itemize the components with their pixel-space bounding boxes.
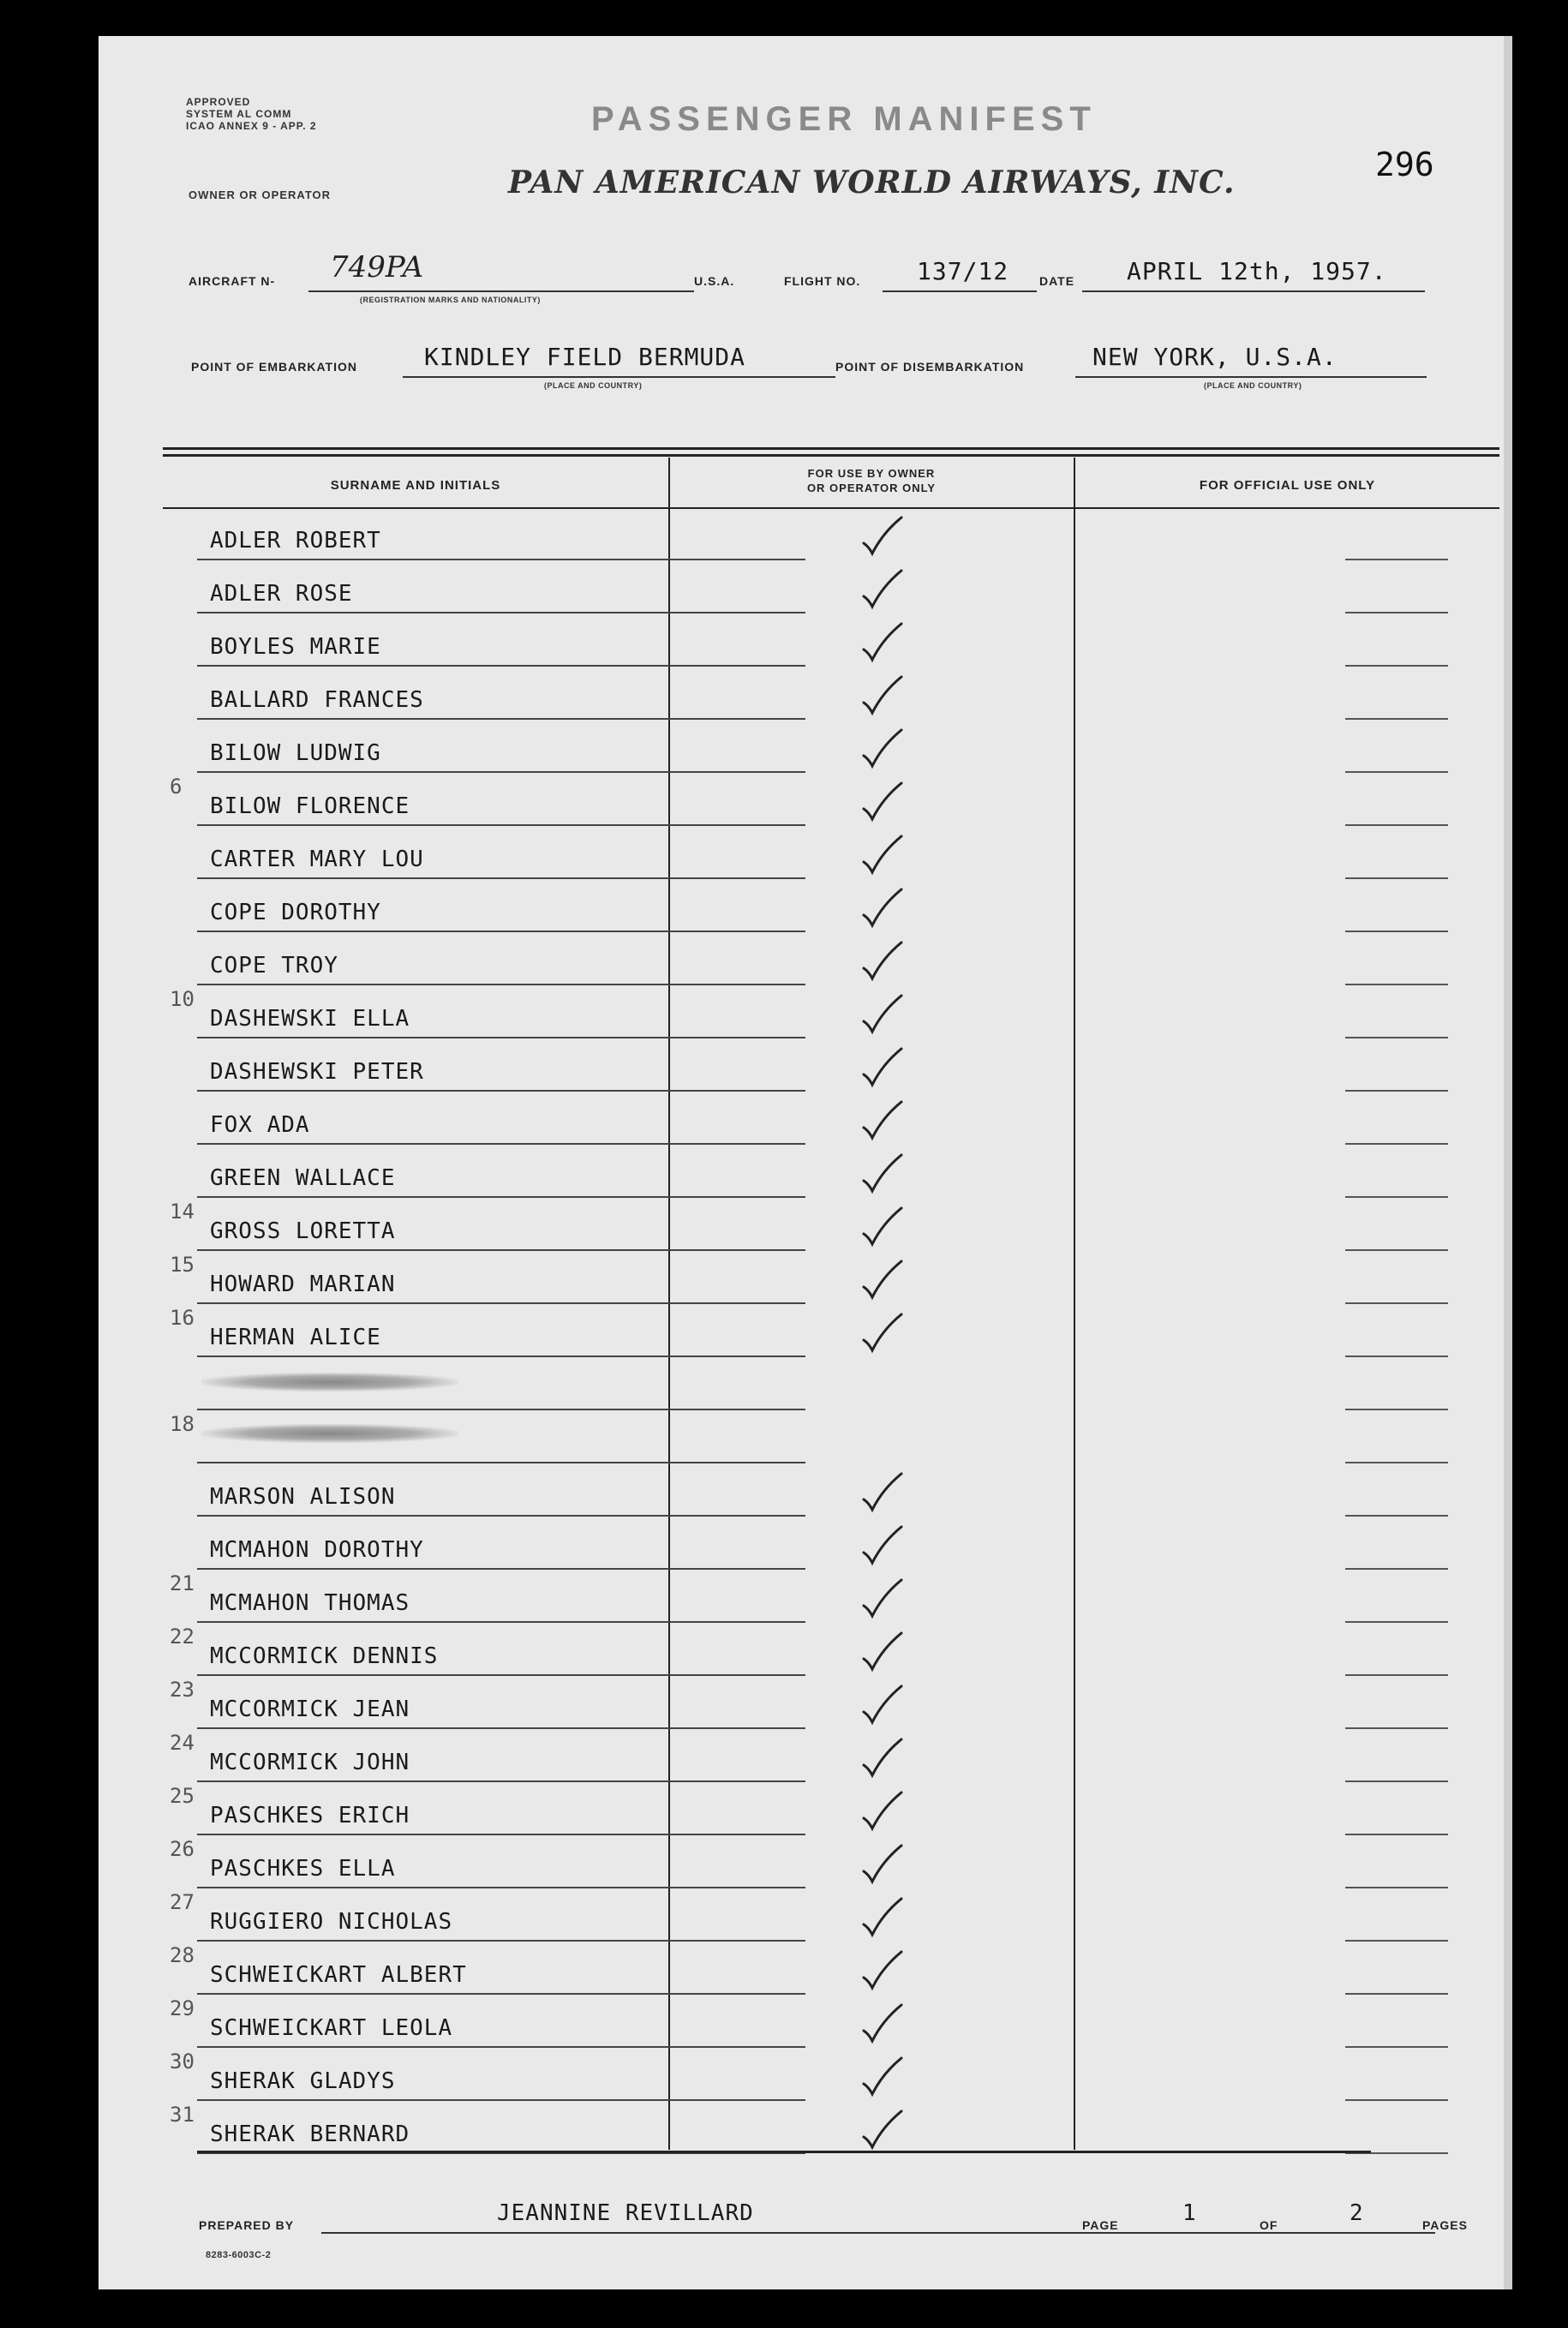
table-row <box>163 1837 1508 1890</box>
owner-header-line: FOR USE BY OWNER <box>807 467 936 480</box>
checkmark-icon <box>857 1465 908 1517</box>
owner-header <box>670 466 1073 495</box>
official-underline <box>1345 1887 1448 1888</box>
table-row <box>163 828 1508 881</box>
name-underline <box>197 1356 805 1357</box>
prepared-label: PREPARED BY <box>199 2218 295 2232</box>
name-underline <box>197 771 805 773</box>
official-underline <box>1345 1727 1448 1729</box>
passenger-name: ADLER ROBERT <box>210 528 381 554</box>
flight-value: 137/12 <box>917 257 1009 285</box>
official-underline <box>1345 1674 1448 1676</box>
name-underline <box>197 1515 805 1517</box>
carrier-name: PAN AMERICAN WORLD AIRWAYS, INC. <box>508 165 1236 200</box>
passenger-name: MARSON ALISON <box>210 1484 396 1510</box>
official-underline <box>1345 718 1448 720</box>
table-top-rule <box>163 447 1499 450</box>
passenger-name: RUGGIERO NICHOLAS <box>210 1909 453 1935</box>
checkmark-icon <box>857 1943 908 1995</box>
checkmark-icon <box>857 1518 908 1570</box>
embark-underline <box>403 376 835 378</box>
flight-label: FLIGHT NO. <box>784 274 861 288</box>
aircraft-sub: (REGISTRATION MARKS AND NATIONALITY) <box>360 296 541 304</box>
row-number: 31 <box>170 2103 195 2127</box>
name-underline <box>197 1037 805 1038</box>
redaction-smudge <box>201 1424 458 1443</box>
table-row <box>163 721 1508 775</box>
checkmark-icon <box>857 1146 908 1198</box>
table-row <box>163 1146 1508 1200</box>
embark-sub: (PLACE AND COUNTRY) <box>544 381 643 390</box>
name-underline <box>197 1621 805 1623</box>
official-underline <box>1345 1568 1448 1570</box>
passenger-table <box>163 447 1508 2195</box>
row-number: 24 <box>170 1731 195 1755</box>
official-underline <box>1345 665 1448 667</box>
row-number: 25 <box>170 1784 195 1808</box>
name-underline <box>197 1249 805 1251</box>
table-row <box>163 1625 1508 1678</box>
table-row <box>163 1518 1508 1571</box>
table-bottom-rule <box>197 2151 1371 2153</box>
official-underline <box>1345 1515 1448 1517</box>
official-underline <box>1345 612 1448 613</box>
table-row <box>163 881 1508 934</box>
name-underline <box>197 1090 805 1092</box>
approval-note <box>186 96 317 132</box>
embark-label: POINT OF EMBARKATION <box>191 360 357 374</box>
row-number: 22 <box>170 1625 195 1649</box>
approval-line: SYSTEM AL COMM <box>186 108 292 120</box>
passenger-name: COPE TROY <box>210 953 338 978</box>
redaction-smudge <box>201 1373 458 1391</box>
row-number: 21 <box>170 1571 195 1595</box>
disembark-underline <box>1075 376 1427 378</box>
official-underline <box>1345 771 1448 773</box>
table-row <box>163 1890 1508 1943</box>
table-row <box>163 1996 1508 2050</box>
disembark-sub: (PLACE AND COUNTRY) <box>1204 381 1302 390</box>
name-underline <box>197 1143 805 1145</box>
official-underline <box>1345 2099 1448 2101</box>
official-underline <box>1345 1462 1448 1463</box>
table-row <box>163 2103 1508 2156</box>
official-underline <box>1345 1780 1448 1782</box>
table-row <box>163 562 1508 615</box>
passenger-name: GROSS LORETTA <box>210 1218 396 1244</box>
passenger-name: MCCORMICK JEAN <box>210 1697 410 1722</box>
passenger-name: BILOW LUDWIG <box>210 740 381 766</box>
official-underline <box>1345 1940 1448 1942</box>
row-number: 29 <box>170 1996 195 2020</box>
passenger-name: BALLARD FRANCES <box>210 687 424 713</box>
name-underline <box>197 718 805 720</box>
row-number: 23 <box>170 1678 195 1702</box>
table-row <box>163 668 1508 721</box>
checkmark-icon <box>857 1784 908 1835</box>
official-underline <box>1345 1037 1448 1038</box>
checkmark-icon <box>857 615 908 667</box>
table-row <box>163 1731 1508 1784</box>
pages-label: PAGES <box>1422 2218 1468 2232</box>
checkmark-icon <box>857 1253 908 1304</box>
official-underline <box>1345 1834 1448 1835</box>
checkmark-icon <box>857 1678 908 1729</box>
checkmark-icon <box>857 2050 908 2101</box>
table-row <box>163 1253 1508 1306</box>
embark-value: KINDLEY FIELD BERMUDA <box>424 343 746 371</box>
checkmark-icon <box>857 987 908 1038</box>
official-underline <box>1345 1621 1448 1623</box>
passenger-name: SHERAK BERNARD <box>210 2122 410 2147</box>
checkmark-icon <box>857 1731 908 1782</box>
name-underline <box>197 612 805 613</box>
official-header: FOR OFFICIAL USE ONLY <box>1199 478 1376 493</box>
table-row <box>163 1040 1508 1093</box>
name-underline <box>197 2099 805 2101</box>
checkmark-icon <box>857 668 908 720</box>
table-top-rule-2 <box>163 454 1499 457</box>
official-underline <box>1345 877 1448 879</box>
table-row <box>163 1306 1508 1359</box>
approval-line: ICAO ANNEX 9 - APP. 2 <box>186 120 317 132</box>
prepared-underline <box>321 2232 1170 2234</box>
name-underline <box>197 877 805 879</box>
checkmark-icon <box>857 1200 908 1251</box>
name-underline <box>197 665 805 667</box>
official-underline <box>1345 1302 1448 1304</box>
of-value: 2 <box>1350 2200 1364 2226</box>
checkmark-icon <box>857 1890 908 1942</box>
checkmark-icon <box>857 1571 908 1623</box>
official-underline <box>1345 1143 1448 1145</box>
table-row <box>163 1465 1508 1518</box>
checkmark-icon <box>857 509 908 560</box>
row-number: 10 <box>170 987 195 1011</box>
table-row <box>163 615 1508 668</box>
row-number: 30 <box>170 2050 195 2074</box>
row-number: 27 <box>170 1890 195 1914</box>
passenger-name: DASHEWSKI ELLA <box>210 1006 410 1032</box>
table-row <box>163 1943 1508 1996</box>
official-underline <box>1345 1356 1448 1357</box>
official-underline <box>1345 1090 1448 1092</box>
row-number: 28 <box>170 1943 195 1967</box>
table-row <box>163 934 1508 987</box>
table-row <box>163 509 1508 562</box>
aircraft-underline <box>308 290 694 292</box>
flight-underline <box>883 290 1037 292</box>
passenger-name: CARTER MARY LOU <box>210 847 424 872</box>
name-underline <box>197 1674 805 1676</box>
official-underline <box>1345 931 1448 932</box>
passenger-name: SCHWEICKART ALBERT <box>210 1962 467 1988</box>
checkmark-icon <box>857 775 908 826</box>
passenger-name: SCHWEICKART LEOLA <box>210 2015 453 2041</box>
owner-label: OWNER OR OPERATOR <box>189 189 332 201</box>
table-row <box>163 987 1508 1040</box>
passenger-name: MCMAHON DOROTHY <box>210 1537 424 1563</box>
table-row <box>163 1093 1508 1146</box>
official-underline <box>1345 1993 1448 1995</box>
prepared-value: JEANNINE REVILLARD <box>497 2200 754 2226</box>
passenger-name: MCMAHON THOMAS <box>210 1590 410 1616</box>
name-underline <box>197 1887 805 1888</box>
aircraft-label: AIRCRAFT N- <box>189 274 276 288</box>
name-underline <box>197 931 805 932</box>
checkmark-icon <box>857 2103 908 2154</box>
date-value: APRIL 12th, 1957. <box>1127 257 1387 285</box>
official-underline <box>1345 824 1448 826</box>
table-row <box>163 2050 1508 2103</box>
of-label: OF <box>1260 2218 1278 2232</box>
manifest-sheet <box>99 36 1504 2289</box>
passenger-name: GREEN WALLACE <box>210 1165 396 1191</box>
disembark-value: NEW YORK, U.S.A. <box>1092 343 1338 371</box>
surname-header: SURNAME AND INITIALS <box>330 478 501 493</box>
page-value: 1 <box>1182 2200 1197 2226</box>
checkmark-icon <box>857 562 908 613</box>
page-stamp: 296 <box>1375 146 1434 183</box>
form-title: PASSENGER MANIFEST <box>591 100 1097 138</box>
passenger-name: HERMAN ALICE <box>210 1325 381 1350</box>
name-underline <box>197 1302 805 1304</box>
aircraft-value: 749PA <box>330 250 424 284</box>
name-underline <box>197 1462 805 1463</box>
form-code: 8283-6003C-2 <box>206 2250 272 2260</box>
name-underline <box>197 2046 805 2048</box>
row-number: 15 <box>170 1253 195 1277</box>
owner-header-line: OR OPERATOR ONLY <box>806 482 937 494</box>
checkmark-icon <box>857 881 908 932</box>
passenger-name: COPE DOROTHY <box>210 900 381 925</box>
checkmark-icon <box>857 721 908 773</box>
passenger-name: FOX ADA <box>210 1112 310 1138</box>
page-underline <box>1135 2232 1435 2234</box>
name-underline <box>197 1727 805 1729</box>
name-underline <box>197 984 805 985</box>
checkmark-icon <box>857 934 908 985</box>
row-number: 14 <box>170 1200 195 1224</box>
passenger-name: HOWARD MARIAN <box>210 1272 396 1297</box>
name-underline <box>197 559 805 560</box>
official-underline <box>1345 1196 1448 1198</box>
passenger-name: PASCHKES ERICH <box>210 1803 410 1828</box>
passenger-name: SHERAK GLADYS <box>210 2068 396 2094</box>
disembark-label: POINT OF DISEMBARKATION <box>835 360 1025 374</box>
name-underline <box>197 824 805 826</box>
passenger-name: MCCORMICK DENNIS <box>210 1643 439 1669</box>
passenger-name: DASHEWSKI PETER <box>210 1059 424 1085</box>
row-number: 26 <box>170 1837 195 1861</box>
date-underline <box>1082 290 1425 292</box>
checkmark-icon <box>857 1837 908 1888</box>
passenger-name: ADLER ROSE <box>210 581 353 607</box>
checkmark-icon <box>857 1996 908 2048</box>
official-underline <box>1345 2046 1448 2048</box>
usa-label: U.S.A. <box>694 274 735 288</box>
checkmark-icon <box>857 1625 908 1676</box>
official-underline <box>1345 984 1448 985</box>
passenger-name: BOYLES MARIE <box>210 634 381 660</box>
row-number: 6 <box>170 775 183 799</box>
checkmark-icon <box>857 1040 908 1092</box>
official-underline <box>1345 559 1448 560</box>
name-underline <box>197 1993 805 1995</box>
name-underline <box>197 1196 805 1198</box>
table-row <box>163 1678 1508 1731</box>
name-underline <box>197 1940 805 1942</box>
name-underline <box>197 1780 805 1782</box>
table-row <box>163 775 1508 828</box>
row-number: 18 <box>170 1412 195 1436</box>
checkmark-icon <box>857 1306 908 1357</box>
page-label: PAGE <box>1082 2218 1119 2232</box>
checkmark-icon <box>857 828 908 879</box>
official-underline <box>1345 1409 1448 1410</box>
passenger-name: MCCORMICK JOHN <box>210 1750 410 1775</box>
table-row <box>163 1200 1508 1253</box>
name-underline <box>197 1409 805 1410</box>
date-label: DATE <box>1039 274 1075 288</box>
row-number: 16 <box>170 1306 195 1330</box>
approval-line: APPROVED <box>186 96 251 108</box>
table-row <box>163 1784 1508 1837</box>
name-underline <box>197 1568 805 1570</box>
passenger-name: BILOW FLORENCE <box>210 793 410 819</box>
official-underline <box>1345 1249 1448 1251</box>
name-underline <box>197 1834 805 1835</box>
checkmark-icon <box>857 1093 908 1145</box>
passenger-name: PASCHKES ELLA <box>210 1856 396 1882</box>
table-row <box>163 1571 1508 1625</box>
